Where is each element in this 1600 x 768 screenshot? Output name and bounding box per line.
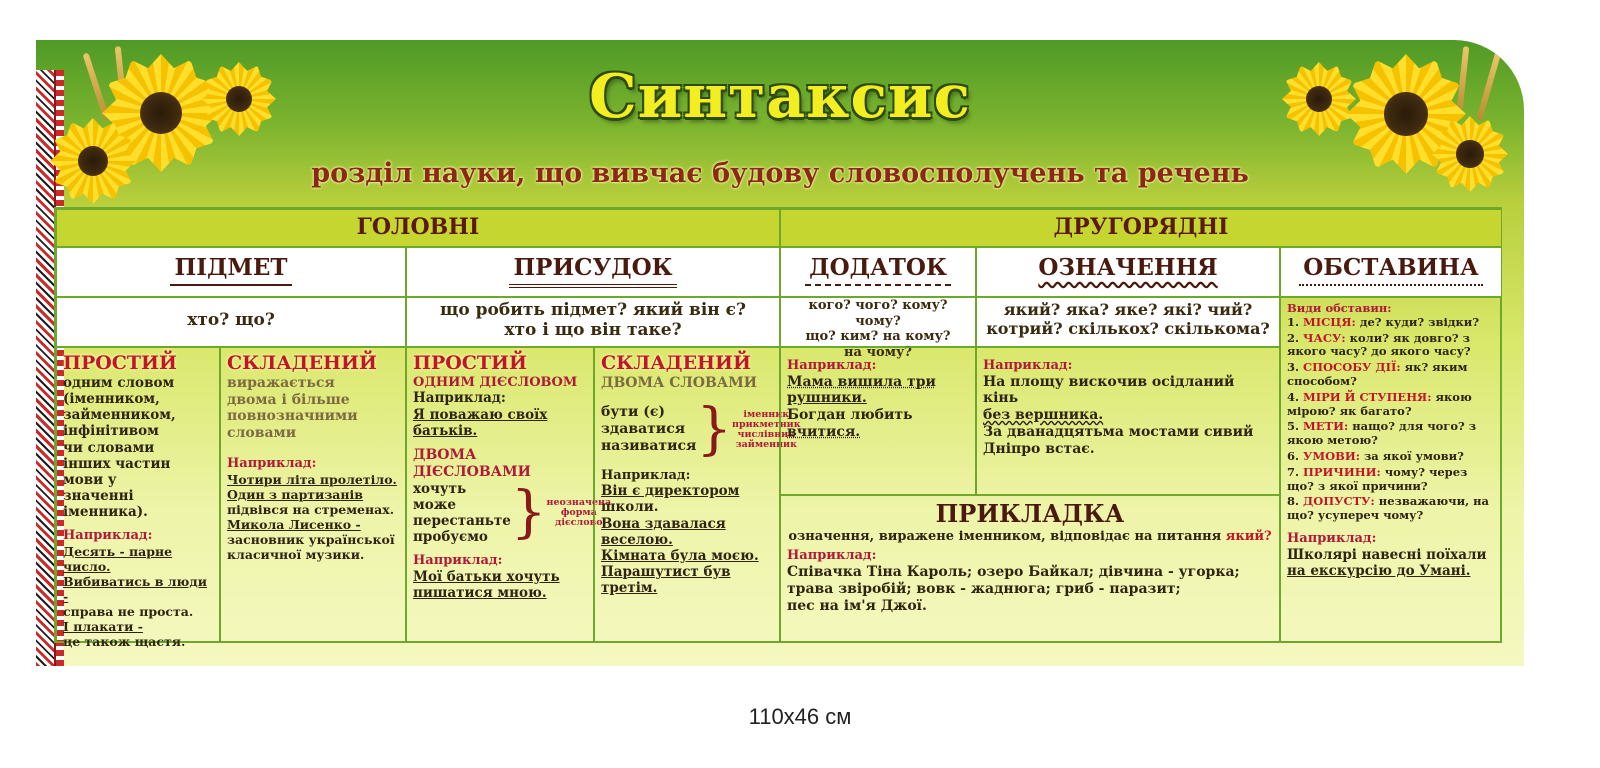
obstavyna-type-question: чому? через що? з якої причини?	[1287, 464, 1468, 493]
example-line: рушники.	[787, 390, 867, 407]
example-line: підвівся на стременах.	[227, 501, 395, 517]
example-line: це також щастя.	[63, 634, 186, 650]
prysudok-question-cell	[406, 297, 780, 347]
example-line: Парашутист був	[601, 564, 731, 581]
brace-note: неозначена	[546, 496, 612, 508]
verb-line: хочуть	[413, 480, 467, 497]
example-line: Чотири літа пролетіло.	[227, 471, 397, 487]
dodatok-title: ДОДАТОК	[805, 254, 951, 286]
pidmet-question-cell	[56, 297, 406, 347]
obstavyna-type-question: як? яким способом?	[1287, 360, 1468, 388]
obstavyna-type-question: нащо? для чого? з якою метою?	[1287, 419, 1477, 448]
oznachennia-title-cell	[976, 247, 1280, 297]
obstavyna-type-item	[1287, 361, 1495, 389]
prykladka-title: ПРИКЛАДКА	[935, 499, 1125, 528]
brace-icon: }	[696, 396, 733, 462]
verb-line: здаватися	[601, 421, 686, 438]
prysudok-simple-label: ПРОСТИЙ	[413, 352, 527, 374]
dodatok-question-line: на чому?	[844, 344, 912, 360]
obstavyna-type-question: де? куди? звідки?	[1359, 314, 1480, 329]
prykladka-definition: означення, виражене іменником, відповідає на питання	[788, 528, 1222, 544]
example-label: Наприклад:	[227, 455, 317, 471]
example-line: Вибиватись в люди -	[63, 574, 207, 605]
obstavyna-type-question: незважаючи, на що? усупереч чому?	[1287, 494, 1489, 523]
oznachennia-question-line: який? яка? яке? які? чий?	[1003, 300, 1253, 319]
header-secondary: ДРУГОРЯДНІ	[780, 209, 1502, 247]
example-line: За дванадцятьма мостами сивий	[983, 423, 1254, 440]
pidmet-question: хто? що?	[187, 310, 275, 330]
text-line: двома і більше	[227, 391, 350, 408]
example-line: Мої батьки хочуть	[413, 568, 560, 585]
example-line: веселою.	[601, 531, 673, 548]
prysudok-title: ПРИСУДОК	[509, 254, 676, 288]
example-line: Дніпро встає.	[983, 440, 1095, 457]
prykladka-definition-question: який?	[1225, 528, 1272, 544]
text-line: займенником,	[63, 407, 176, 424]
dodatok-question-cell	[780, 297, 976, 360]
prykladka-cell	[780, 495, 1280, 643]
obstavyna-type-item	[1287, 316, 1495, 330]
example-label: Наприклад:	[413, 390, 506, 407]
text-line: словами	[227, 425, 297, 442]
dodatok-title-cell	[780, 247, 976, 297]
example-line: пишатися мною.	[413, 585, 547, 602]
obstavyna-type-name: УМОВИ:	[1303, 448, 1360, 463]
prysudok-question-2: хто і що він таке?	[504, 320, 682, 341]
prysudok-simple-sub1: ОДНИМ ДІЄСЛОВОМ	[413, 374, 578, 390]
example-line: Кімната була моєю.	[601, 547, 759, 564]
example-line: класичної музики.	[227, 546, 365, 562]
example-label: Наприклад:	[1287, 530, 1377, 546]
text-line: повнозначними	[227, 408, 358, 425]
brace-note: займенник	[735, 438, 797, 450]
brace-note: форма	[560, 506, 597, 518]
pidmet-simple-cell	[56, 347, 220, 650]
obstavyna-type-name: ПРИЧИНИ:	[1303, 464, 1381, 479]
text-line: одним словом	[63, 374, 175, 391]
obstavyna-type-name: СПОСОБУ ДІЇ:	[1303, 360, 1401, 375]
obstavyna-type-item	[1287, 495, 1495, 523]
obstavyna-type-name: МІСЦЯ:	[1303, 314, 1356, 329]
example-line: Вона здавалася	[601, 515, 726, 532]
brace-note: прикметник	[732, 418, 801, 430]
obstavyna-type-number: 3.	[1287, 360, 1300, 375]
text-line: (іменником,	[63, 390, 160, 407]
prysudok-compound-cell	[594, 347, 801, 643]
example-line: На площу вискочив осідланий кінь	[983, 373, 1235, 407]
pidmet-simple-label: ПРОСТИЙ	[63, 352, 177, 374]
example-label: Наприклад:	[787, 548, 877, 564]
obstavyna-type-name: ЧАСУ:	[1303, 330, 1346, 345]
prysudok-title-cell	[406, 247, 780, 297]
obstavyna-types-label: Види обставин:	[1287, 301, 1392, 315]
brace-note: числівник	[737, 428, 796, 440]
prysudok-compound-label: СКЛАДЕНИЙ	[601, 352, 751, 374]
obstavyna-type-name: МЕТИ:	[1303, 419, 1349, 434]
example-line: Співачка Тіна Кароль; озеро Байкал; дівчина - угорка;	[787, 563, 1240, 580]
obstavyna-type-question: за якої умови?	[1363, 448, 1464, 463]
example-line: третім.	[601, 580, 658, 597]
example-label: Наприклад:	[63, 528, 153, 544]
obstavyna-type-number: 5.	[1287, 419, 1300, 434]
example-line: батьків.	[413, 422, 478, 439]
obstavyna-type-question: якою мірою? як багато?	[1287, 389, 1472, 418]
brace-icon: }	[510, 479, 547, 545]
text-line: виражається	[227, 374, 335, 391]
oznachennia-question-cell	[976, 297, 1280, 347]
example-line: Микола Лисенко -	[227, 516, 361, 532]
example-line: Я поважаю своїх	[413, 406, 548, 423]
obstavyna-type-number: 2.	[1287, 330, 1300, 345]
example-line: Десять - парне число.	[63, 544, 173, 575]
prysudok-compound-sub: ДВОМА СЛОВАМИ	[601, 374, 757, 391]
obstavyna-type-number: 6.	[1287, 448, 1300, 463]
verb-line: може	[413, 496, 456, 513]
example-line: Один з партизанів	[227, 486, 363, 502]
poster-board	[36, 40, 1524, 666]
obstavyna-type-name: ДОПУСТУ:	[1303, 494, 1375, 509]
verb-line: бути (є)	[601, 404, 666, 421]
pidmet-title-cell	[56, 247, 406, 297]
obstavyna-cell	[1280, 297, 1502, 643]
syntax-table	[54, 207, 1502, 650]
example-line: засновник української	[227, 531, 395, 547]
obstavyna-type-number: 4.	[1287, 389, 1300, 404]
text-line: мови у	[63, 471, 117, 488]
dodatok-question-line: що? ким? на кому?	[805, 329, 951, 345]
verb-line: перестаньте	[413, 512, 511, 529]
example-line: школи.	[601, 499, 659, 516]
obstavyna-type-item	[1287, 391, 1495, 419]
obstavyna-title: ОБСТАВИНА	[1299, 254, 1482, 286]
example-line: без вершника.	[983, 407, 1104, 424]
oznachennia-question-line: котрий? скількох? скількома?	[986, 319, 1270, 339]
obstavyna-type-item	[1287, 420, 1495, 448]
dodatok-question-line: кого? чого? кому? чому?	[808, 298, 948, 329]
obstavyna-type-item	[1287, 450, 1495, 464]
size-caption: 110x46 см	[748, 704, 852, 729]
text-line: іменника).	[63, 504, 148, 521]
example-label: Наприклад:	[787, 358, 877, 373]
prysudok-question-1: що робить підмет? який він є?	[440, 300, 746, 320]
dodatok-example-cell	[780, 344, 976, 495]
obstavyna-type-number: 7.	[1287, 464, 1300, 479]
example-line: справа не проста.	[63, 604, 194, 620]
example-line: трава звіробій; вовк - жаднюга; гриб - паразит;	[787, 580, 1181, 597]
text-line: інфінітивом	[63, 423, 159, 440]
text-line: чи словами	[63, 439, 155, 456]
obstavyna-title-cell	[1280, 247, 1502, 297]
obstavyna-type-number: 8.	[1287, 494, 1300, 509]
verb-line: пробуємо	[413, 529, 488, 546]
prysudok-simple-cell	[406, 347, 612, 643]
example-line: Мама вишила три	[787, 373, 936, 390]
example-label: Наприклад:	[983, 358, 1073, 373]
example-line: Він є директором	[601, 483, 740, 500]
page-subtitle: розділ науки, що вивчає будову словосполучень та речень	[311, 158, 1249, 189]
example-line: пес на ім'я Джої.	[787, 597, 927, 614]
example-line: Богдан любить	[787, 407, 913, 424]
obstavyna-type-item	[1287, 466, 1495, 494]
example-line: на екскурсію до Умані.	[1287, 562, 1471, 579]
oznachennia-example-cell	[976, 347, 1280, 495]
prysudok-simple-sub2: ДВОМА ДІЄСЛОВАМИ	[413, 446, 531, 480]
obstavyna-type-name: МІРИ Й СТУПЕНЯ:	[1303, 389, 1432, 404]
text-line: значенні	[63, 488, 134, 505]
example-line: вчитися.	[787, 423, 861, 440]
page-title: Синтаксис	[588, 62, 972, 132]
pidmet-compound-label: СКЛАДЕНИЙ	[227, 352, 377, 374]
example-line: І плакати -	[63, 619, 143, 635]
example-label: Наприклад:	[601, 467, 691, 483]
pidmet-title: ПІДМЕТ	[170, 254, 291, 286]
verb-line: називатися	[601, 437, 697, 454]
obstavyna-type-number: 1.	[1287, 314, 1300, 329]
oznachennia-title: ОЗНАЧЕННЯ	[1038, 254, 1218, 281]
brace-note: іменник	[743, 408, 790, 420]
brace-note: дієслово	[555, 516, 603, 528]
obstavyna-type-question: коли? як довго? з якого часу? до якого часу?	[1287, 330, 1471, 359]
example-line: Школярі навесні поїхали	[1287, 546, 1487, 563]
example-label: Наприклад:	[413, 553, 503, 569]
header-main: ГОЛОВНІ	[56, 209, 780, 247]
text-line: інших частин	[63, 455, 171, 472]
obstavyna-type-item	[1287, 332, 1495, 360]
pidmet-compound-cell	[220, 347, 406, 643]
